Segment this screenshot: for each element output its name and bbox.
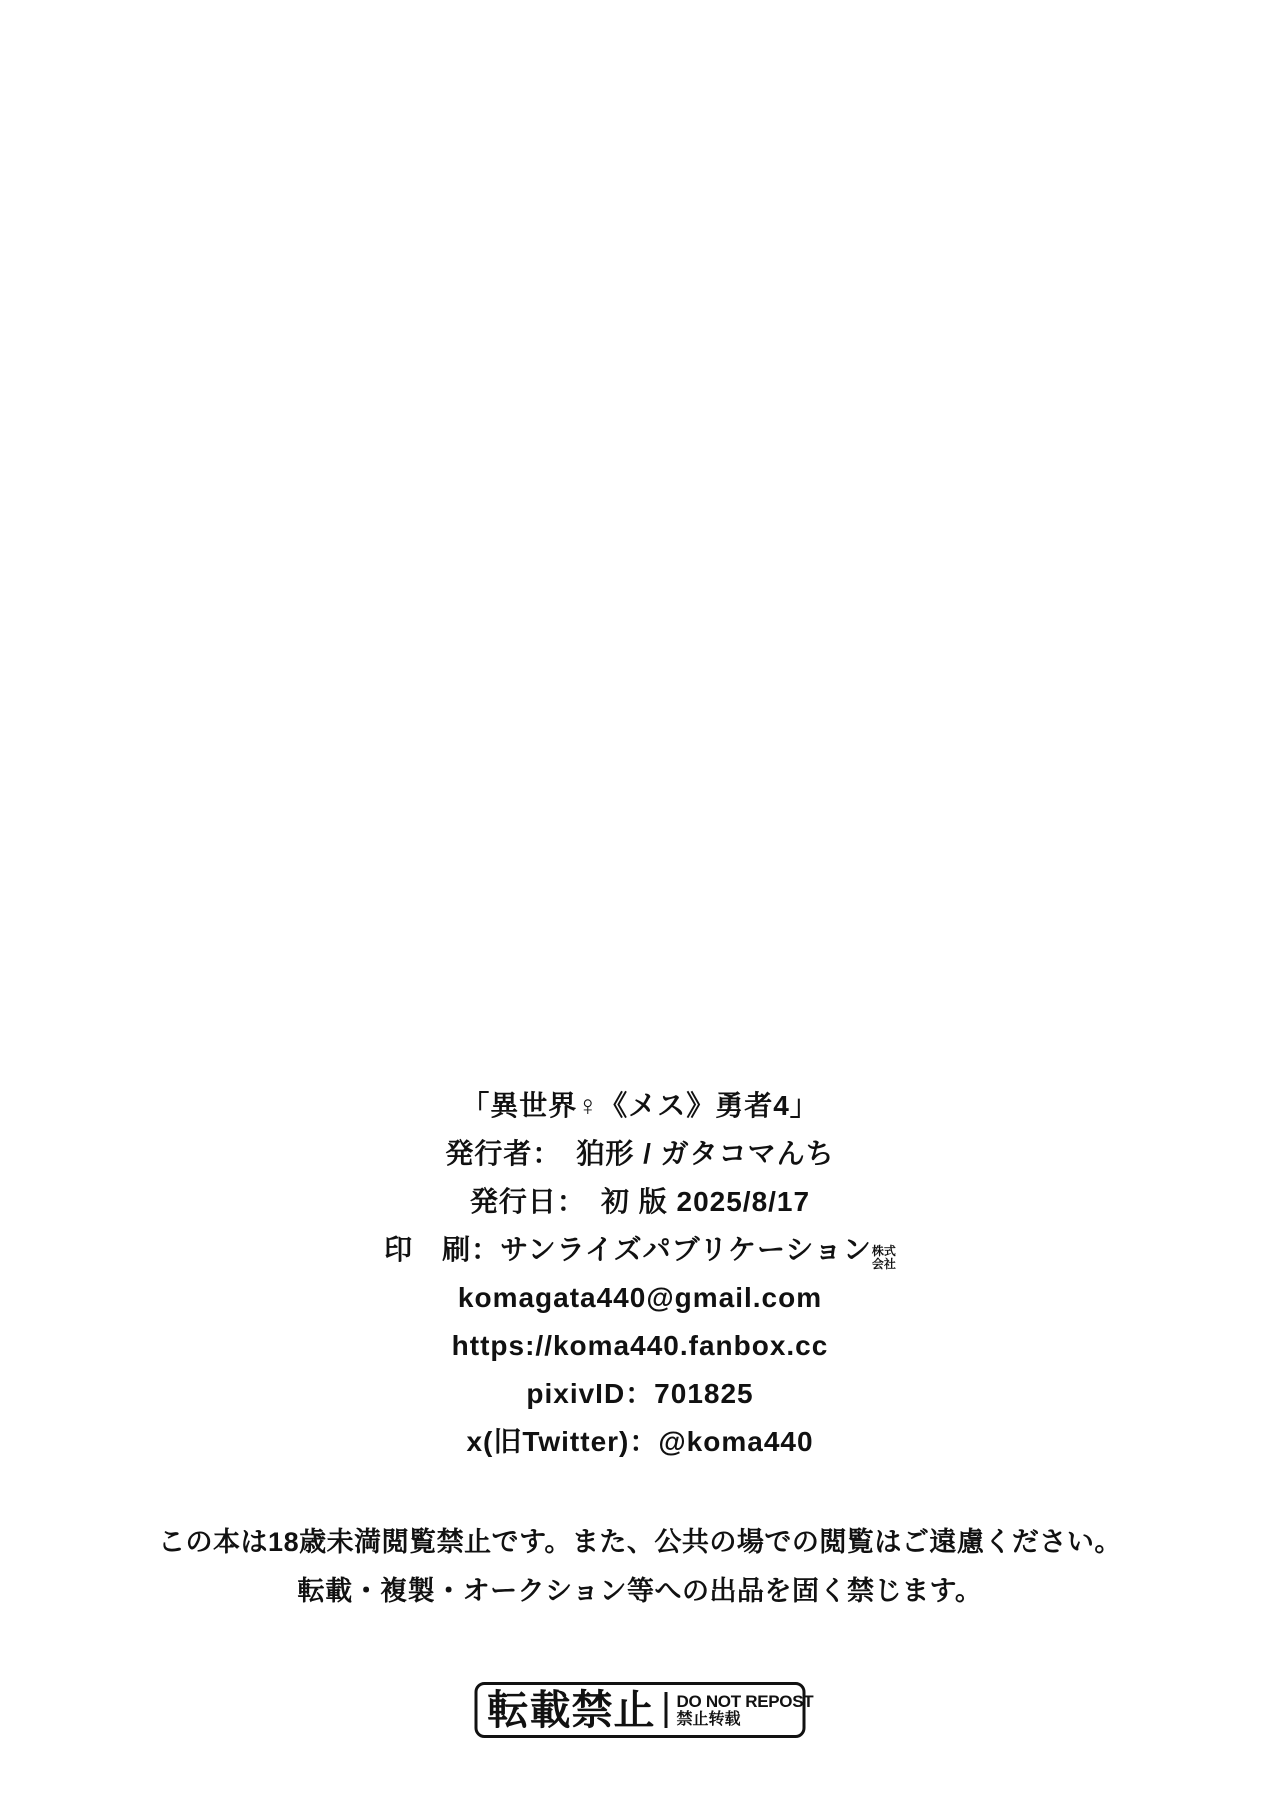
notice-block [0,1518,1280,1616]
issue-date-label: 発行日： [469,1186,601,1217]
contact-email: komagata440@gmail.com [457,1282,823,1313]
printer-line [0,1226,1280,1274]
colophon-block [0,1082,1280,1466]
printer-corp-suffix-top: 株式 [871,1244,896,1258]
publisher-value: 狛形 / ガタコマんち [576,1138,835,1169]
publisher-line [0,1130,1280,1178]
notice-line-no-repost: 転載・複製・オークション等への出品を固く禁じます。 [297,1576,983,1606]
printer-value: サンライズパブリケーション [500,1234,872,1265]
badge-japanese-text: 転載禁止 [487,1686,656,1733]
fanbox-url: https://koma440.fanbox.cc [451,1330,829,1361]
notice-line-age-restriction: この本は18歳未満閲覧禁止です。また、公共の場での閲覧はご遠慮ください。 [158,1527,1122,1557]
printer-label: 印 刷： [384,1234,501,1265]
pixiv-id: pixivID：701825 [526,1378,754,1409]
printer-corp-suffix [872,1245,896,1271]
badge-english-text: DO NOT REPOST [676,1691,814,1711]
printer-corp-suffix-bottom: 会社 [871,1257,896,1271]
publisher-label: 発行者： [445,1138,577,1169]
issue-date-value: 初 版 2025/8/17 [600,1186,811,1217]
badge-chinese-text: 禁止转载 [676,1710,741,1728]
badge-divider-line [665,1692,668,1728]
book-title: 「異世界♀《メス》勇者4」 [461,1090,819,1121]
twitter-handle: x(旧Twitter)：@koma440 [466,1426,814,1457]
badge-right-column [677,1692,814,1729]
issue-date-line [0,1178,1280,1226]
do-not-repost-badge [475,1682,814,1738]
